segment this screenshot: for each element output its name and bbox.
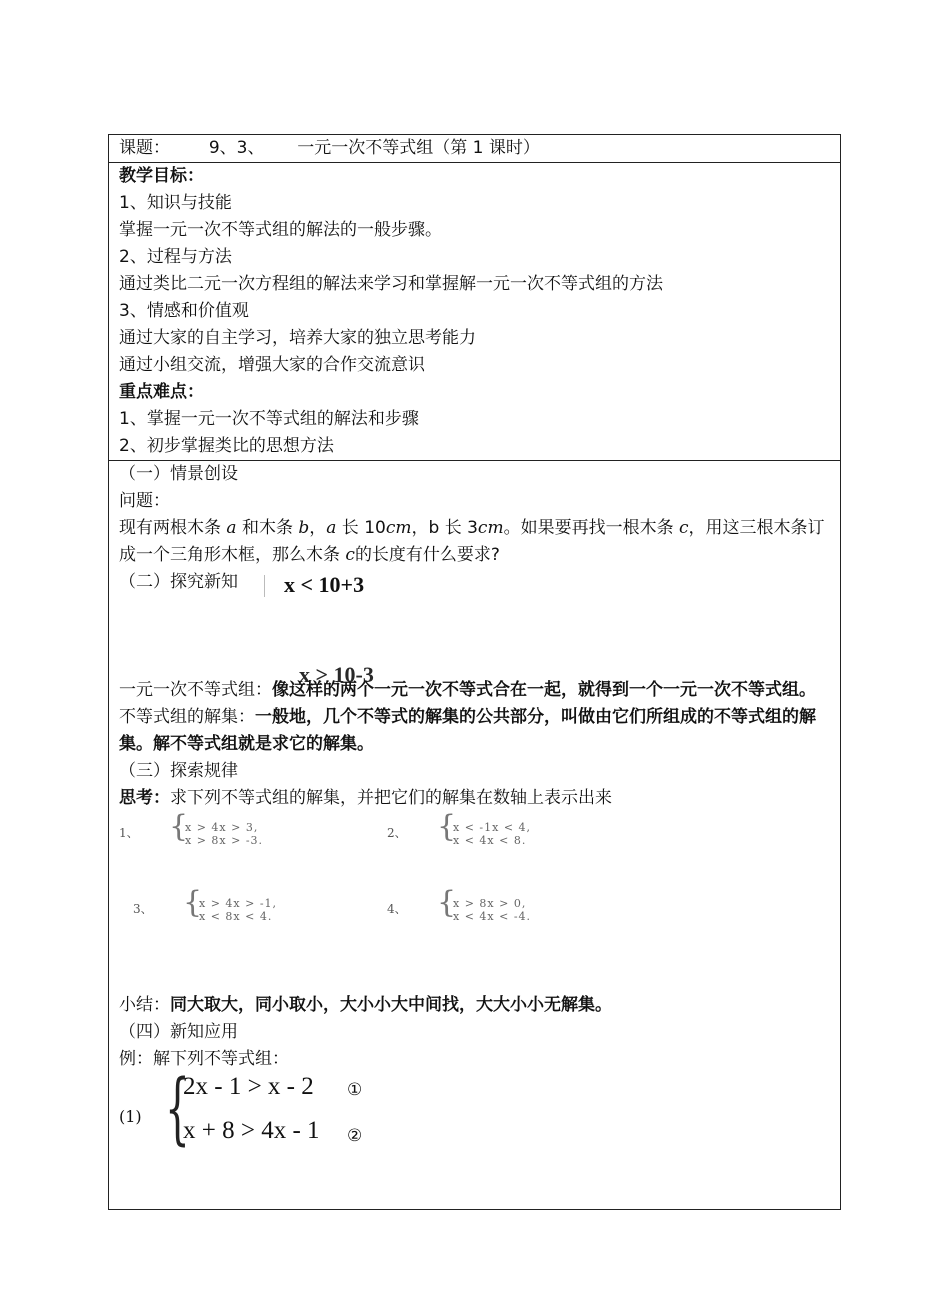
objectives-heading: 教学目标：: [119, 166, 204, 186]
inequality-top: x < 10+3: [284, 572, 365, 597]
system-line: x > 8x > 0,: [453, 897, 527, 910]
objective-line: 通过类比二元一次方程组的解法来学习和掌握解一元一次不等式组的方法: [119, 274, 663, 294]
exercise-system: [387, 809, 627, 847]
inequality-figure: [119, 569, 830, 677]
system-line: x > 8x > -3.: [185, 834, 264, 847]
question-part: 和木条: [241, 518, 293, 538]
definition-label: 一元一次不等式组：: [119, 680, 272, 700]
system-number: 3、: [133, 902, 153, 916]
system-line: x > 4x > 3,: [185, 821, 259, 834]
question-part: ，用这三根木条订成一个三角形木框，那么木条: [119, 518, 825, 565]
unit-cm: cm: [477, 518, 504, 538]
objectives-cell: [109, 163, 841, 461]
section-heading: （四）新知应用: [119, 1022, 238, 1042]
system-number: 1、: [119, 826, 139, 840]
variable-c: c: [345, 545, 355, 565]
exercise-system: [387, 885, 627, 923]
variable-a: a: [226, 518, 237, 538]
question-label: 问题：: [119, 491, 170, 511]
brace-icon: {: [165, 1064, 190, 1154]
body-cell: [109, 461, 841, 1210]
brace-icon: {: [437, 885, 457, 920]
section-heading: （三）探索规律: [119, 761, 238, 781]
exercise-system: [133, 885, 373, 923]
question-part: ，b 长 3: [411, 518, 478, 538]
summary-label: 小结：: [119, 995, 170, 1015]
equation-marker: ②: [347, 1126, 363, 1146]
inequality-bottom: x > 10-3: [299, 662, 374, 687]
system-line: x < -1x < 4,: [453, 821, 532, 834]
title-number: 9、3、: [208, 138, 265, 158]
example-heading: 例：解下列不等式组：: [119, 1049, 289, 1069]
system-number: 2、: [387, 826, 407, 840]
objective-line: 通过小组交流，增强大家的合作交流意识: [119, 355, 425, 375]
unit-cm: cm: [385, 518, 412, 538]
definition-label: 不等式组的解集：: [119, 707, 255, 727]
question-part: 的长度有什么要求?: [354, 545, 500, 565]
title-label: 课题：: [119, 138, 170, 158]
divider-mark: [264, 575, 265, 597]
objective-line: 通过大家的自主学习，培养大家的独立思考能力: [119, 328, 476, 348]
think-label: 思考：: [119, 788, 170, 808]
example-equation: x + 8 > 4x - 1: [183, 1117, 320, 1144]
variable-a: a: [326, 518, 337, 538]
objective-line: 3、情感和价值观: [119, 301, 249, 321]
section-heading: （一）情景创设: [119, 464, 238, 484]
brace-icon: {: [437, 809, 457, 844]
question-text: [119, 515, 830, 569]
summary: [119, 992, 830, 1019]
definition-block: [119, 662, 830, 704]
question-part: 现有两根木条: [119, 518, 221, 538]
example-system: [119, 1064, 830, 1161]
objective-line: 1、知识与技能: [119, 193, 232, 213]
example-number: (1): [119, 1107, 142, 1126]
system-line: x < 4x < 8.: [453, 834, 527, 847]
exercise-system: [119, 809, 359, 847]
title-topic: 一元一次不等式组（第 1 课时）: [297, 138, 540, 158]
section-heading: （二）探究新知: [119, 572, 238, 592]
objective-line: 掌握一元一次不等式组的解法的一般步骤。: [119, 220, 442, 240]
system-line: x > 4x > -1,: [199, 897, 278, 910]
definition-text: 一般地，几个不等式的解集的公共部分，叫做由它们所组成的不等式组的解集。解不等式组就是求它的解集。: [119, 707, 816, 754]
example-equation: 2x - 1 > x - 2: [183, 1073, 314, 1100]
question-part: 。如果要再找一根木条: [503, 518, 674, 538]
question-part: ，: [309, 518, 327, 538]
variable-c: c: [678, 518, 689, 538]
brace-icon: {: [183, 885, 203, 920]
definition-text: 像这样的两个一元一次不等式合在一起，就得到一个一元一次不等式组。: [272, 680, 816, 700]
equation-marker: ①: [347, 1080, 363, 1100]
system-line: x < 8x < 4.: [199, 910, 273, 923]
exercise-systems: [119, 809, 830, 992]
system-number: 4、: [387, 902, 407, 916]
system-line: x < 4x < -4.: [453, 910, 532, 923]
body-row: [109, 461, 841, 1210]
lesson-plan-table: [108, 134, 841, 1210]
question-part: 长 10: [341, 518, 386, 538]
key-point-line: 2、初步掌握类比的思想方法: [119, 436, 334, 456]
title-cell: [109, 135, 841, 163]
objective-line: 2、过程与方法: [119, 247, 232, 267]
think-prompt: [119, 785, 830, 812]
think-text: 求下列不等式组的解集，并把它们的解集在数轴上表示出来: [170, 788, 612, 808]
variable-b: b: [298, 518, 310, 538]
brace-icon: {: [169, 809, 189, 844]
definition-system: [119, 677, 830, 704]
summary-text: 同大取大，同小取小，大小小大中间找，大大小小无解集。: [170, 995, 612, 1015]
objectives-row: [109, 163, 841, 461]
title-row: [109, 135, 841, 163]
key-points-heading: 重点难点：: [119, 382, 204, 402]
definition-solution-set: [119, 704, 830, 758]
key-point-line: 1、掌握一元一次不等式组的解法和步骤: [119, 409, 419, 429]
